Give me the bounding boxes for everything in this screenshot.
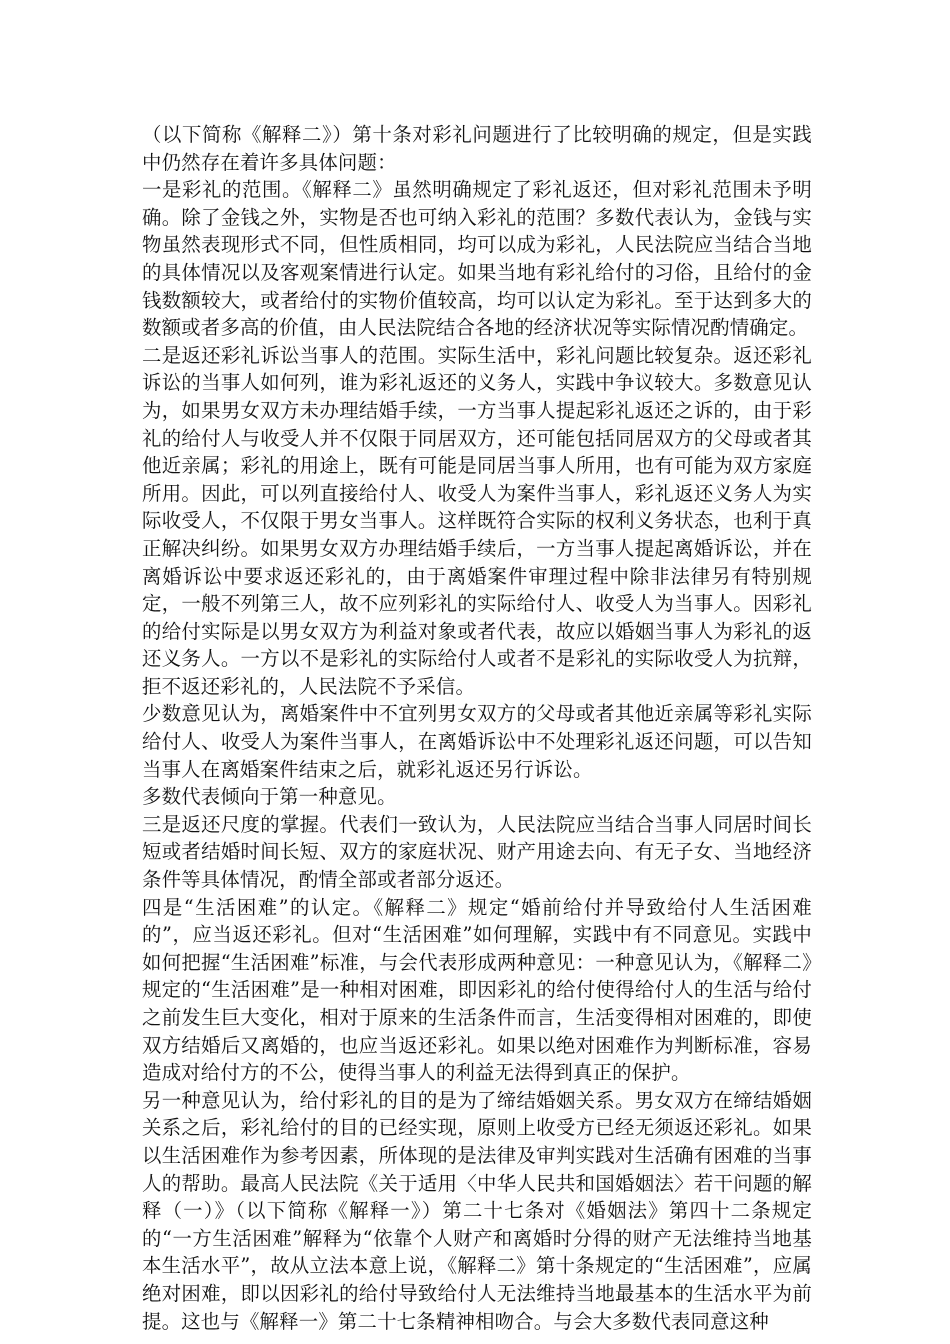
paragraph-1: （以下简称《解释二》）第十条对彩礼问题进行了比较明确的规定，但是实践中仍然存在着许多具体问题： [142, 123, 812, 174]
paragraph-3: 二是返还彩礼诉讼当事人的范围。实际生活中，彩礼问题比较复杂。返还彩礼诉讼的当事人如何列，谁为彩礼返还的义务人，实践中争议较大。多数意见认为，如果男女双方未办理结婚手续，一方当事人提起彩礼返还之诉的，由于彩礼的给付人与收受人并不仅限于同居双方，还可能包括同居双方的父母或者其他近亲属；彩礼的用途上，既有可能是同居当事人所用，也有可能为双方家庭所用。因此，可以列直接给付人、收受人为案件当事人，彩礼返还义务人为实际收受人，不仅限于男女当事人。这样既符合实际的权利义务状态，也利于真正解决纠纷。如果男女双方办理结婚手续后，一方当事人提起离婚诉讼，并在离婚诉讼中要求返还彩礼的，由于离婚案件审理过程中除非法律另有特别规定，一般不列第三人，故不应列彩礼的实际给付人、收受人为当事人。因彩礼的给付实际是以男女双方为利益对象或者代表，故应以婚姻当事人为彩礼的返还义务人。一方以不是彩礼的实际给付人或者不是彩礼的实际收受人为抗辩，拒不返还彩礼的，人民法院不予采信。 [142, 343, 812, 698]
paragraph-6: 三是返还尺度的掌握。代表们一致认为，人民法院应当结合当事人同居时间长短或者结婚时间长短、双方的家庭状况、财产用途去向、有无子女、当地经济条件等具体情况，酌情全部或者部分返还。 [142, 812, 812, 892]
paragraph-4: 少数意见认为，离婚案件中不宜列男女双方的父母或者其他近亲属等彩礼实际给付人、收受人为案件当事人，在离婚诉讼中不处理彩礼返还问题，可以告知当事人在离婚案件结束之后，就彩礼返还另行诉讼。 [142, 702, 812, 781]
document-body [142, 121, 812, 1335]
paragraph-5: 多数代表倾向于第一种意见。 [142, 785, 397, 809]
paragraph-2: 一是彩礼的范围。《解释二》虽然明确规定了彩礼返还，但对彩礼范围未予明确。除了金钱之外，实物是否也可纳入彩礼的范围？多数代表认为，金钱与实物虽然表现形式不同，但性质相同，均可以成为彩礼，人民法院应当结合当地的具体情况以及客观案情进行认定。如果当地有彩礼给付的习俗，且给付的金钱数额较大，或者给付的实物价值较高，均可以认定为彩礼。至于达到多大的数额或者多高的价值，由人民法院结合各地的经济状况等实际情况酌情确定。 [142, 178, 812, 340]
paragraph-7: 四是“生活困难”的认定。《解释二》规定“婚前给付并导致给付人生活困难的”，应当返还彩礼。但对“生活困难”如何理解，实践中有不同意见。实践中如何把握“生活困难”标准，与会代表形成两种意见：一种意见认为，《解释二》规定的“生活困难”是一种相对困难，即因彩礼的给付使得给付人的生活与给付之前发生巨大变化，相对于原来的生活条件而言，生活变得相对困难的，即使双方结婚后又离婚的，也应当返还彩礼。如果以绝对困难作为判断标准，容易造成对给付方的不公，使得当事人的利益无法得到真正的保护。 [142, 895, 812, 1085]
paragraph-8: 另一种意见认为，给付彩礼的目的是为了缔结婚姻关系。男女双方在缔结婚姻关系之后，彩礼给付的目的已经实现，原则上收受方已经无须返还彩礼。如果以生活困难作为参考因素，所体现的是法律及审判实践对生活确有困难的当事人的帮助。最高人民法院《关于适用〈中华人民共和国婚姻法〉若干问题的解释（一）》（以下简称《解释一》）第二十七条对《婚姻法》第四十二条规定的“一方生活困难”解释为“依靠个人财产和离婚时分得的财产无法维持当地基本生活水平”，故从立法本意上说，《解释二》第十条规定的“生活困难”，应属绝对困难，即以因彩礼的给付导致给付人无法维持当地最基本的生活水平为前提。这也与《解释一》第二十七条精神相吻合。与会大多数代表同意这种 [142, 1088, 812, 1333]
